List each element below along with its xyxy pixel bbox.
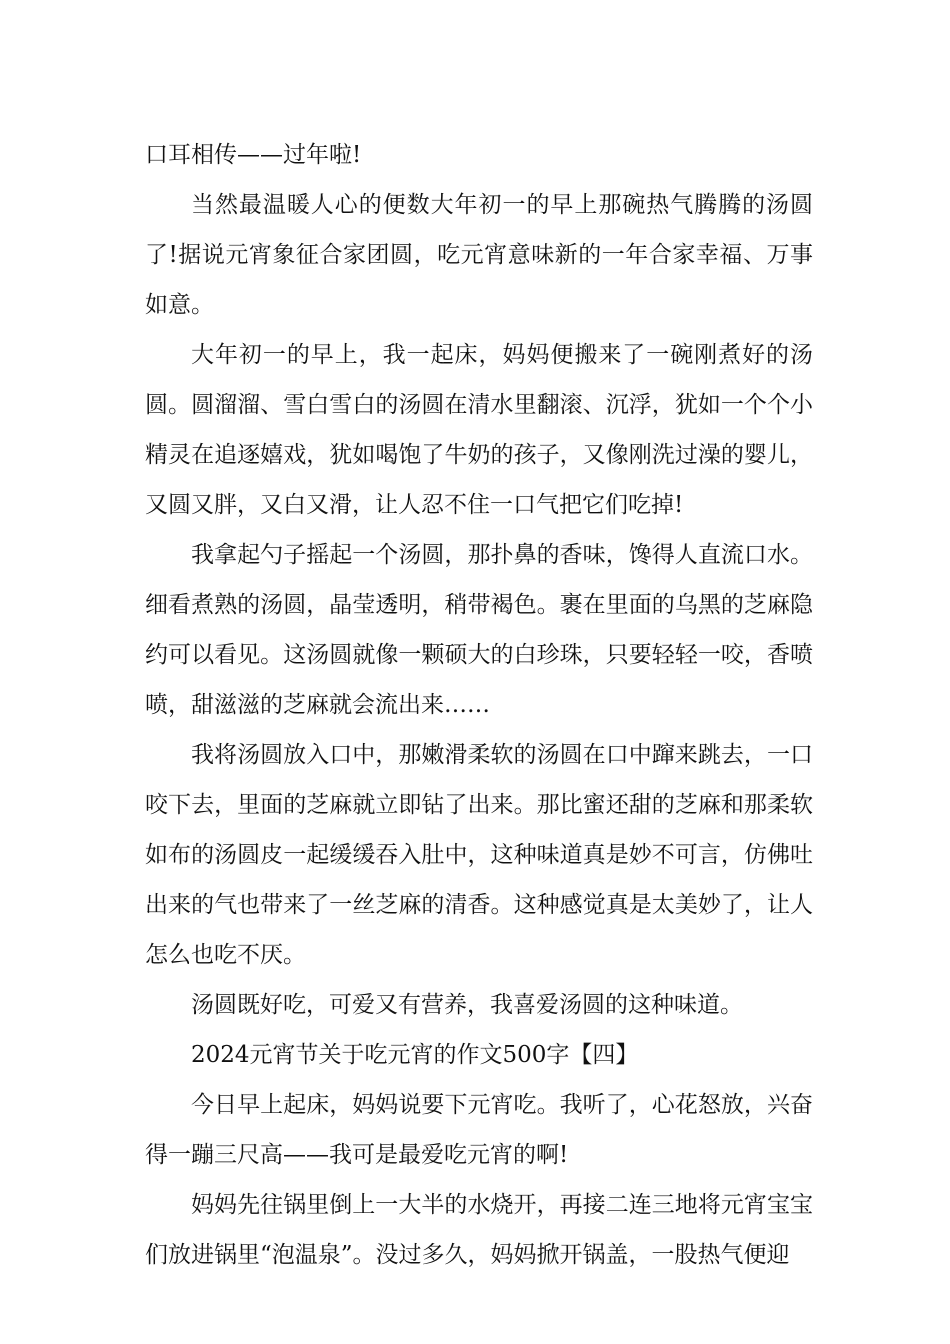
paragraph: 今日早上起床，妈妈说要下元宵吃。我听了，心花怒放，兴奋得一蹦三尺高——我可是最爱吃元宵的啊! bbox=[145, 1092, 813, 1168]
paragraph: 我拿起勺子摇起一个汤圆，那扑鼻的香味，馋得人直流口水。细看煮熟的汤圆，晶莹透明，稍带褐色。裹在里面的乌黑的芝麻隐约可以看见。这汤圆就像一颗硕大的白珍珠，只要轻轻一咬，香喷喷，甜滋滋的芝麻就会流出来…… bbox=[145, 542, 813, 718]
paragraph: 妈妈先往锅里倒上一大半的水烧开，再接二连三地将元宵宝宝们放进锅里“泡温泉”。没过多久，妈妈掀开锅盖，一股热气便迎 bbox=[145, 1192, 813, 1268]
paragraph: 我将汤圆放入口中，那嫩滑柔软的汤圆在口中蹿来跳去，一口咬下去，里面的芝麻就立即钻了出来。那比蜜还甜的芝麻和那柔软如布的汤圆皮一起缓缓吞入肚中，这种味道真是妙不可言，仿佛吐出来的气也带来了一丝芝麻的清香。这种感觉真是太美妙了，让人怎么也吃不厌。 bbox=[145, 742, 813, 968]
section-heading: 2024元宵节关于吃元宵的作文500字【四】 bbox=[191, 1042, 639, 1068]
paragraph: 当然最温暖人心的便数大年初一的早上那碗热气腾腾的汤圆了!据说元宵象征合家团圆，吃元宵意味新的一年合家幸福、万事如意。 bbox=[145, 192, 813, 318]
article-body bbox=[145, 130, 813, 1280]
paragraph-continued: 口耳相传——过年啦! bbox=[145, 142, 362, 168]
paragraph: 大年初一的早上，我一起床，妈妈便搬来了一碗刚煮好的汤圆。圆溜溜、雪白雪白的汤圆在清水里翻滚、沉浮，犹如一个个小精灵在追逐嬉戏，犹如喝饱了牛奶的孩子，又像刚洗过澡的婴儿，又圆又胖，又白又滑，让人忍不住一口气把它们吃掉! bbox=[145, 342, 813, 518]
paragraph: 汤圆既好吃，可爱又有营养，我喜爱汤圆的这种味道。 bbox=[191, 992, 743, 1018]
